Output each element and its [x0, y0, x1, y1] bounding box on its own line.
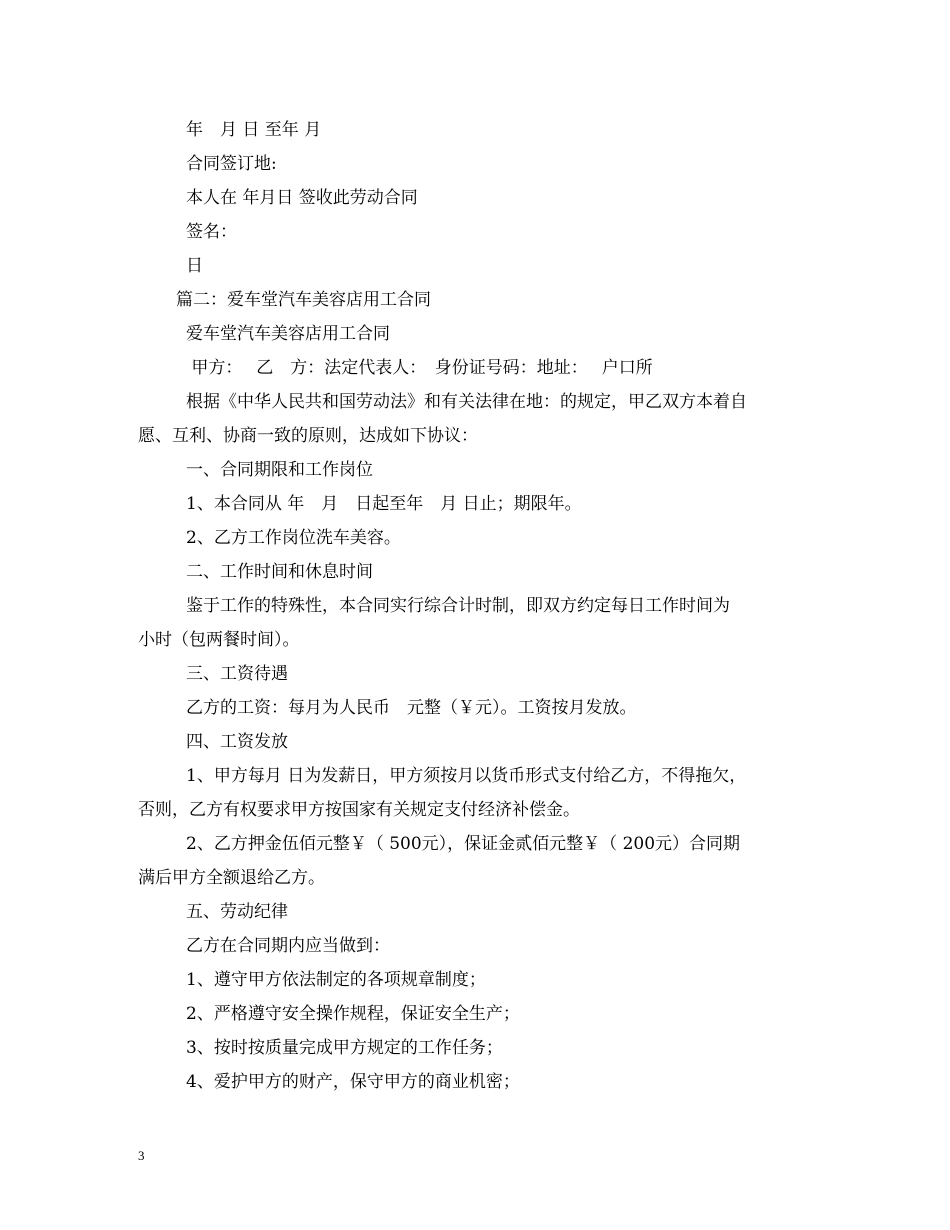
- text-line: 鉴于工作的特殊性，本合同实行综合计时制，即双方约定每日工作时间为: [186, 596, 730, 616]
- text-line: 年 月 日 至年 月: [186, 120, 322, 140]
- text-line: 愿、互利、协商一致的原则，达成如下协议：: [138, 426, 478, 446]
- text-line: 合同签订地:: [186, 154, 277, 174]
- text-line: 否则，乙方有权要求甲方按国家有关规定支付经济补偿金。: [138, 800, 580, 820]
- text-line: 2、乙方工作岗位洗车美容。: [186, 528, 401, 548]
- clause-heading: 五、劳动纪律: [186, 902, 288, 922]
- contract-title: 爱车堂汽车美容店用工合同: [186, 324, 390, 344]
- text-line: 签名：: [186, 222, 237, 242]
- parties-line: 甲方： 乙 方：法定代表人： 身份证号码：地址： 户口所: [186, 358, 653, 378]
- text-line: 满后甲方全额退给乙方。: [138, 868, 325, 888]
- section-heading: 篇二：爱车堂汽车美容店用工合同: [176, 290, 431, 310]
- text-line: 本人在 年月日 签收此劳动合同: [186, 188, 418, 208]
- page-number: 3: [138, 1148, 145, 1163]
- text-line: 1、甲方每月 日为发薪日，甲方须按月以货币形式支付给乙方，不得拖欠，: [186, 766, 747, 786]
- list-item: 1、遵守甲方依法制定的各项规章制度；: [186, 970, 486, 990]
- text-line: 根据《中华人民共和国劳动法》和有关法律在地：的规定，甲乙双方本着自: [186, 392, 747, 412]
- list-item: 2、严格遵守安全操作规程，保证安全生产；: [186, 1004, 520, 1024]
- text-line: 乙方在合同期内应当做到：: [186, 936, 390, 956]
- text-line: 日: [186, 256, 203, 276]
- clause-heading: 一、合同期限和工作岗位: [186, 460, 373, 480]
- list-item: 4、爱护甲方的财产，保守甲方的商业机密；: [186, 1072, 520, 1092]
- clause-heading: 四、工资发放: [186, 732, 288, 752]
- clause-heading: 三、工资待遇: [186, 664, 288, 684]
- text-line: 2、乙方押金伍佰元整￥（ 500元），保证金贰佰元整￥（ 200元）合同期: [186, 834, 741, 854]
- text-line: 小时（包两餐时间）。: [138, 630, 300, 650]
- clause-heading: 二、工作时间和休息时间: [186, 562, 373, 582]
- text-line: 乙方的工资：每月为人民币 元整（￥元）。工资按月发放。: [186, 698, 637, 718]
- list-item: 3、按时按质量完成甲方规定的工作任务；: [186, 1038, 503, 1058]
- text-line: 1、本合同从 年 月 日起至年 月 日止；期限年。: [186, 494, 582, 514]
